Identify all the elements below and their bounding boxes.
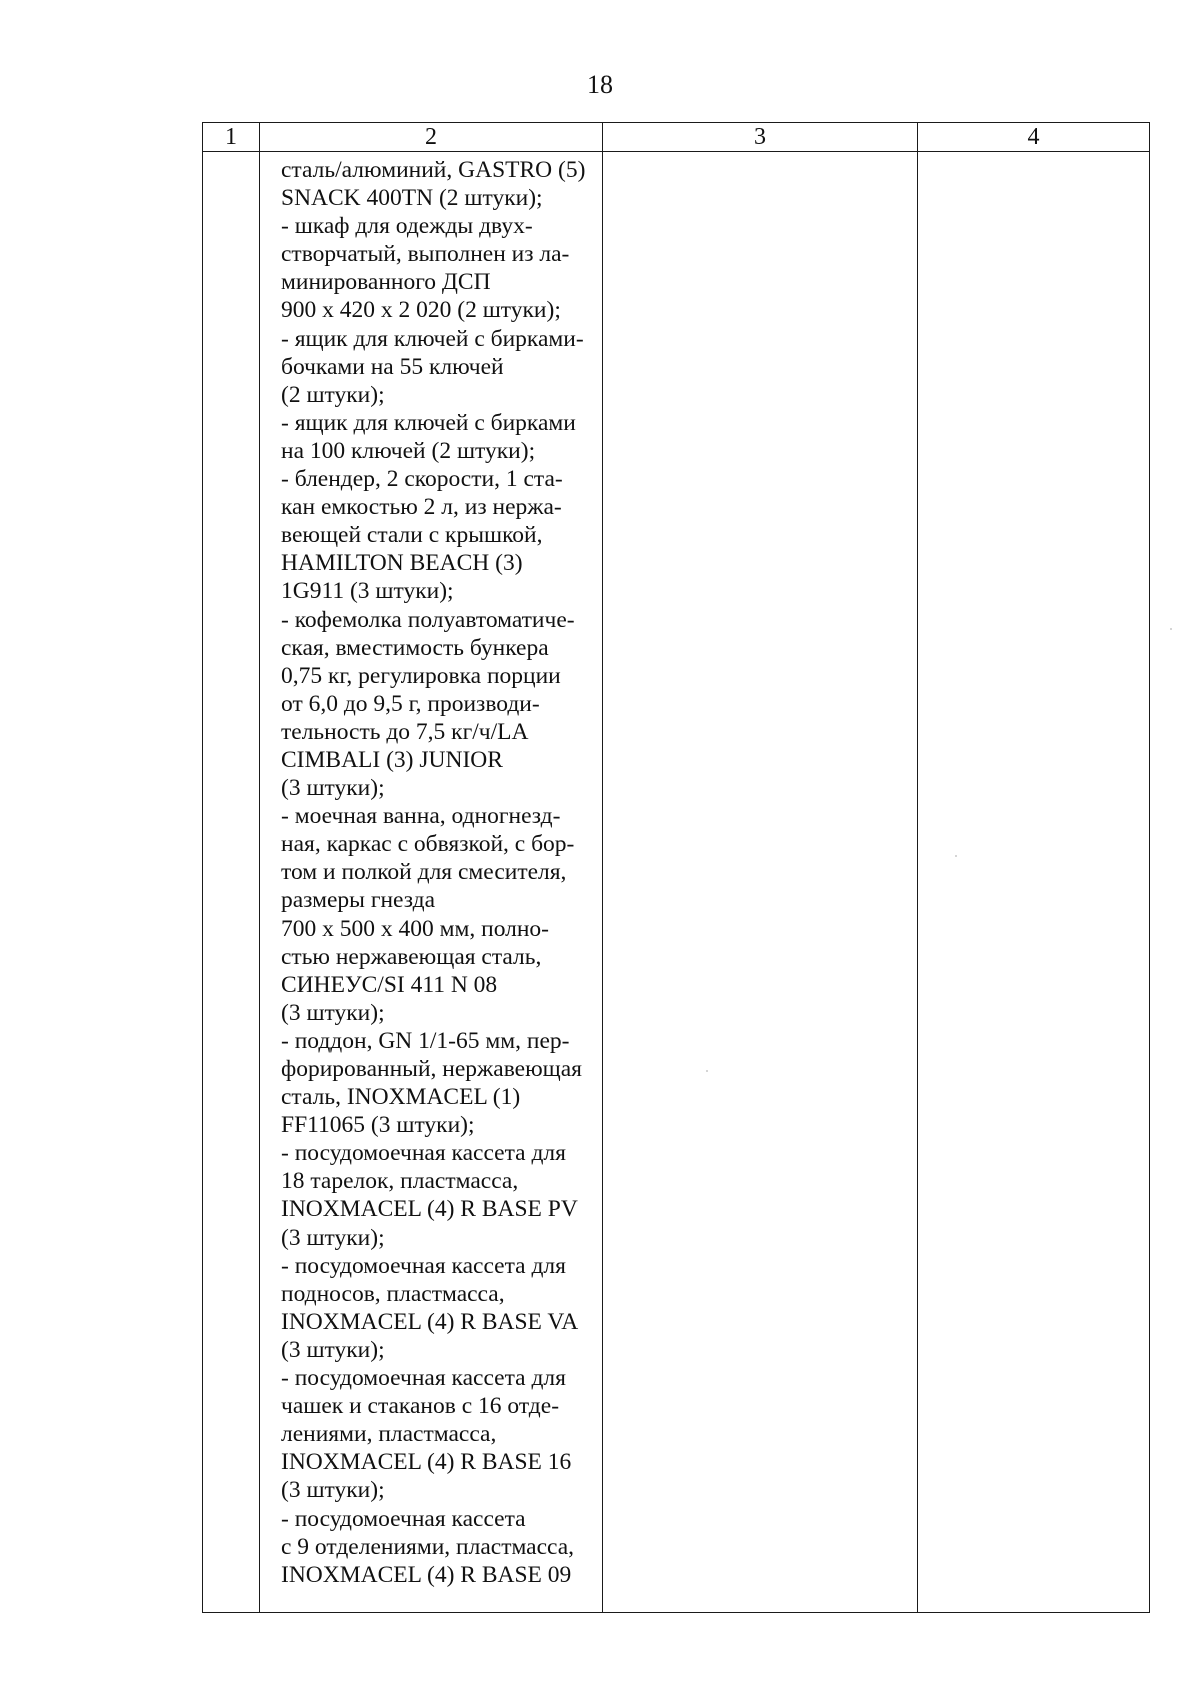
equipment-line: ская, вместимость бункера <box>281 634 549 661</box>
equipment-line: - посудомоечная кассета для <box>281 1365 566 1392</box>
equipment-line: - поддон, GN 1/1-65 мм, пер- <box>281 1027 570 1054</box>
equipment-line: 18 тарелок, пластмасса, <box>281 1168 519 1195</box>
equipment-line: (2 штуки); <box>281 381 385 408</box>
equipment-line: тельность до 7,5 кг/ч/LA <box>281 718 529 745</box>
cell-col-3 <box>603 152 918 1613</box>
cell-col-4 <box>918 152 1150 1613</box>
equipment-line: 700 х 500 х 400 мм, полно- <box>281 915 550 942</box>
equipment-line: - блендер, 2 скорости, 1 ста- <box>281 466 563 493</box>
equipment-line: - посудомоечная кассета <box>281 1505 526 1532</box>
equipment-line: SNACK 400TN (2 штуки); <box>281 185 543 212</box>
equipment-line: с 9 отделениями, пластмасса, <box>281 1533 575 1560</box>
equipment-line: (3 штуки); <box>281 1336 385 1363</box>
column-header-1: 1 <box>203 123 260 152</box>
scan-speck <box>955 855 957 857</box>
equipment-line: ная, каркас с обвязкой, с бор- <box>281 831 575 858</box>
equipment-line: CIMBALI (3) JUNIOR <box>281 746 503 773</box>
column-header-2: 2 <box>260 123 603 152</box>
equipment-line: (3 штуки); <box>281 775 385 802</box>
equipment-line: чашек и стаканов с 16 отде- <box>281 1393 560 1420</box>
equipment-list <box>260 152 602 1589</box>
equipment-line: форированный, нержавеющая <box>281 1056 582 1082</box>
equipment-line: - посудомоечная кассета для <box>281 1140 566 1167</box>
equipment-line: INOXMACEL (4) R BASE 09 <box>281 1561 572 1588</box>
page-number: 18 <box>587 70 613 99</box>
equipment-line: INOXMACEL (4) R BASE 16 <box>281 1449 572 1476</box>
equipment-line: 1G911 (3 штуки); <box>281 578 454 605</box>
equipment-line: сталь/алюминий, GASTRO (5) <box>281 157 586 183</box>
equipment-line: FF11065 (3 штуки); <box>281 1112 475 1139</box>
equipment-line: стью нержавеющая сталь, <box>281 943 542 970</box>
equipment-line: лениями, пластмасса, <box>281 1421 497 1448</box>
equipment-line: СИНЕУС/SI 411 N 08 <box>281 971 498 998</box>
equipment-line: 0,75 кг, регулировка порции <box>281 662 561 689</box>
equipment-line: минированного ДСП <box>281 269 491 296</box>
equipment-line: - моечная ванна, одногнезд- <box>281 803 561 830</box>
equipment-line: 900 х 420 х 2 020 (2 штуки); <box>281 297 561 324</box>
equipment-line: размеры гнезда <box>281 887 436 914</box>
equipment-line: - кофемолка полуавтоматиче- <box>281 606 575 633</box>
equipment-line: подносов, пластмасса, <box>281 1280 505 1307</box>
equipment-line: створчатый, выполнен из ла- <box>281 241 570 268</box>
cell-col-1 <box>203 152 260 1613</box>
column-header-4: 4 <box>918 123 1150 152</box>
equipment-line: - ящик для ключей с бирками <box>281 409 576 436</box>
equipment-line: от 6,0 до 9,5 г, производи- <box>281 690 540 717</box>
equipment-line: INOXMACEL (4) R BASE PV <box>281 1196 578 1223</box>
equipment-line: на 100 ключей (2 штуки); <box>281 437 536 464</box>
equipment-line: веющей стали с крышкой, <box>281 522 543 549</box>
equipment-line: бочками на 55 ключей <box>281 353 504 380</box>
equipment-line: INOXMACEL (4) R BASE VA <box>281 1308 579 1335</box>
equipment-table <box>202 122 1150 1613</box>
equipment-line: - ящик для ключей с бирками- <box>281 325 584 352</box>
cell-col-2 <box>260 152 603 1613</box>
table-row <box>203 152 1150 1613</box>
equipment-line: (3 штуки); <box>281 1224 385 1251</box>
equipment-line: - посудомоечная кассета для <box>281 1252 566 1279</box>
table-header-row <box>203 123 1150 152</box>
scan-speck <box>1170 628 1172 630</box>
equipment-line: сталь, INOXMACEL (1) <box>281 1084 521 1111</box>
column-header-3: 3 <box>603 123 918 152</box>
equipment-line: HAMILTON BEACH (3) <box>281 550 523 577</box>
equipment-line: - шкаф для одежды двух- <box>281 213 533 240</box>
scan-speck <box>706 1070 708 1072</box>
equipment-line: кан емкостью 2 л, из нержа- <box>281 494 562 521</box>
equipment-line: том и полкой для смесителя, <box>281 859 567 886</box>
equipment-line: (3 штуки); <box>281 999 385 1026</box>
equipment-line: (3 штуки); <box>281 1477 385 1504</box>
